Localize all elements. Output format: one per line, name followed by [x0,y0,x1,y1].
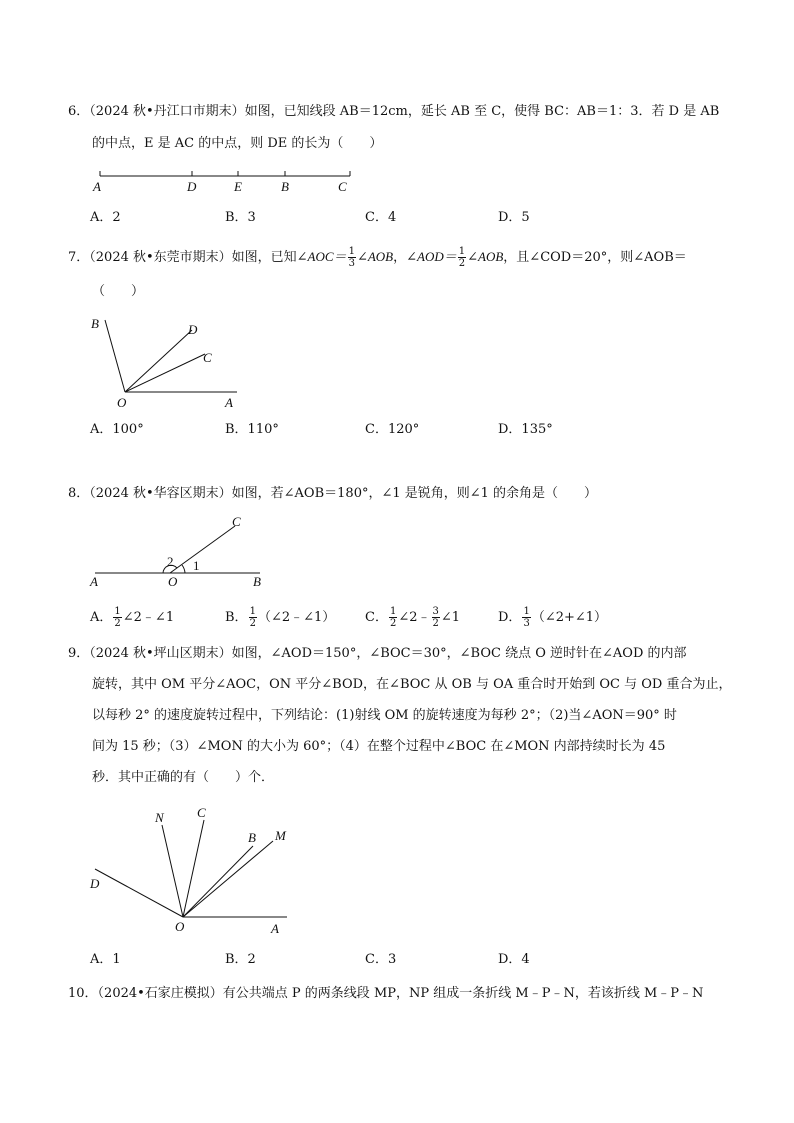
q7-condition: ，且∠COD＝20°，则∠AOB＝ [503,250,687,265]
q8-label-o: O [168,574,178,589]
q9-text-line5: 秒．其中正确的有（ ）个． [92,770,275,785]
q9-label-n: N [155,810,164,825]
q9-text-line1: 9．（2024 秋•坪山区期末）如图，∠AOD＝150°，∠BOC＝30°，∠BOC 绕点 O 逆时针在∠AOD 的内部 [68,646,687,661]
q9-label-c: C [197,805,206,820]
q9-text-line4: 间为 15 秒；（3）∠MON 的大小为 60°；（4）在整个过程中∠BOC 在∠MON 内部持续时长为 45 [92,739,666,754]
q9-label-o: O [175,919,185,934]
q8-label-b: B [253,574,261,589]
q7-label-o: O [117,395,127,410]
q9-text-line2: 旋转，其中 OM 平分∠AOC，ON 平分∠BOD，在∠BOC 从 OB 与 OA 重合时开始到 OC 与 OD 重合为止， [92,677,732,692]
q8-label-a: A [90,574,98,589]
q9-option-c: C．3 [365,952,397,967]
q6-text-line2: 的中点，E 是 AC 的中点，则 DE 的长为（ ） [92,136,383,151]
q9-option-a: A．1 [90,952,121,967]
q7-option-c: C．120° [365,422,420,437]
q7-prefix: 7．（2024 秋•东莞市期末）如图，已知 [68,250,297,265]
q6-option-a: A．2 [90,210,121,225]
q7-angle-figure [85,312,250,412]
q9-text-line3: 以每秒 2° 的速度旋转过程中，下列结论：(1)射线 OM 的旋转速度为每秒 2°；（2)当∠AON＝90° 时 [92,708,677,723]
q8-option-a: A． $\frac{1}{2}$ ∠2﹣∠1 [90,606,175,629]
q6-option-c: C．4 [365,210,397,225]
q6-option-b: B．3 [225,210,256,225]
q8-option-d: D． $\frac{1}{3}$ （∠2+∠1） [498,606,608,629]
q7-angle-aod: ∠AOD＝ [406,249,457,264]
q7-option-b: B．110° [225,422,279,437]
q10-text-line1: 10．（2024•石家庄模拟）有公共端点 P 的两条线段 MP，NP 组成一条折线 M﹣P﹣N，若该折线 M﹣P﹣N [68,986,704,1001]
q6-point-a: A [93,179,101,194]
q9-label-d: D [90,876,100,891]
q7-label-c: C [203,350,212,365]
q6-point-c: C [338,179,347,194]
q8-option-b: B． $\frac{1}{2}$ （∠2﹣∠1） [225,606,336,629]
q8-label-c: C [232,514,241,529]
q8-label-angle-1: 1 [193,558,200,573]
q7-text-line2: （ ） [92,284,145,299]
q6-point-d: D [187,179,197,194]
q9-label-a: A [271,921,279,936]
q7-text-line1: 7．（2024 秋•东莞市期末）如图，已知∠AOC＝ $\frac{1}{3}$ ∠AOB，∠AOD＝ $\frac{1}{2}$ ∠AOB，且∠COD＝20°，则∠AOB＝ [68,246,687,269]
q7-label-d: D [188,322,198,337]
q7-fraction-one-half: $\frac{1}{2}$ [458,246,466,269]
q9-label-m: M [275,828,286,843]
q6-text-line1: 6．（2024 秋•丹江口市期末）如图，已知线段 AB＝12cm，延长 AB 至 C，使得 BC：AB＝1：3．若 D 是 AB [68,104,720,119]
q9-angle-figure [85,800,315,940]
q6-segment-figure [85,166,365,196]
q7-option-a: A．100° [90,422,144,437]
q9-label-b: B [248,830,256,845]
q6-point-b: B [281,179,289,194]
q9-option-d: D．4 [498,952,530,967]
q9-option-b: B．2 [225,952,256,967]
q7-label-b: B [91,316,99,331]
q7-label-a: A [225,395,233,410]
q6-point-e: E [234,179,242,194]
q7-option-d: D．135° [498,422,553,437]
q7-fraction-one-third: $\frac{1}{3}$ [348,246,355,269]
q8-text-line1: 8．（2024 秋•华容区期末）如图，若∠AOB＝180°，∠1 是锐角，则∠1 的余角是（ ） [68,486,598,501]
q8-angle-figure [85,510,270,590]
q7-angle-aoc: ∠AOC＝ [296,249,347,264]
q8-label-angle-2: 2 [167,554,174,569]
q8-option-c: C． $\frac{1}{2}$ ∠2﹣ $\frac{3}{2}$ ∠1 [365,606,461,629]
q6-option-d: D．5 [498,210,530,225]
